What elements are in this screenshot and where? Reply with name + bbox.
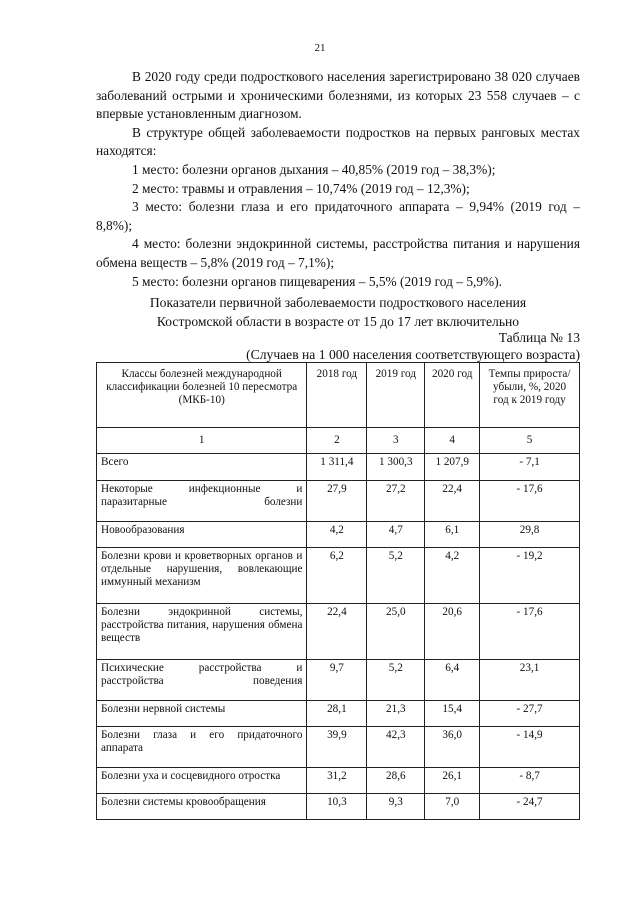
disease-class-cell: Болезни эндокринной системы, расстройства питания, нарушения обмена веществ: [97, 604, 307, 660]
value-2020-cell: 22,4: [425, 481, 480, 522]
disease-class-cell: Болезни нервной системы: [97, 701, 307, 727]
rank-2: 2 место: травмы и отравления – 10,74% (2019 год – 12,3%);: [132, 180, 470, 196]
table-caption-line-1: Показатели первичной заболеваемости подросткового населения: [149, 295, 527, 310]
value-2018-cell: 1 311,4: [307, 454, 367, 481]
body-text: [96, 68, 580, 291]
table-column-index-row: [97, 428, 580, 454]
disease-class-cell: Болезни системы кровообращения: [97, 794, 307, 820]
header-disease-class: Классы болезней международной классификации болезней 10 пересмотра (МКБ-10): [97, 363, 307, 428]
value-2018-cell: 27,9: [307, 481, 367, 522]
growth-rate-cell: - 27,7: [480, 701, 580, 727]
value-2019-cell: 5,2: [367, 660, 425, 701]
value-2020-cell: 6,4: [425, 660, 480, 701]
growth-rate-cell: - 14,9: [480, 727, 580, 768]
value-2018-cell: 31,2: [307, 768, 367, 794]
growth-rate-cell: - 8,7: [480, 768, 580, 794]
page-number: 21: [314, 42, 326, 54]
value-2018-cell: 22,4: [307, 604, 367, 660]
table-header-row: [97, 363, 580, 428]
value-2019-cell: 5,2: [367, 548, 425, 604]
value-2018-cell: 6,2: [307, 548, 367, 604]
column-index: 3: [367, 428, 425, 454]
table-row: [97, 701, 580, 727]
value-2020-cell: 26,1: [425, 768, 480, 794]
disease-class-cell: Болезни уха и сосцевидного отростка: [97, 768, 307, 794]
rank-5: 5 место: болезни органов пищеварения – 5,5% (2019 год – 5,9%).: [132, 273, 503, 289]
disease-class-cell: Новообразования: [97, 522, 307, 548]
value-2018-cell: 4,2: [307, 522, 367, 548]
column-index: 2: [307, 428, 367, 454]
column-index: 4: [425, 428, 480, 454]
table-row: [97, 794, 580, 820]
value-2018-cell: 10,3: [307, 794, 367, 820]
table-row: [97, 522, 580, 548]
value-2020-cell: 6,1: [425, 522, 480, 548]
growth-rate-cell: - 7,1: [480, 454, 580, 481]
value-2020-cell: 15,4: [425, 701, 480, 727]
disease-class-cell: Некоторые инфекционные и паразитарные болезни: [97, 481, 307, 522]
growth-rate-cell: - 24,7: [480, 794, 580, 820]
table-caption-line-2: Костромской области в возрасте от 15 до 17 лет включительно: [156, 313, 520, 329]
table-unit-note: (Случаев на 1 000 населения соответствующего возраста): [246, 347, 580, 362]
disease-class-cell: Болезни глаза и его придаточного аппарата: [97, 727, 307, 768]
table-caption: [96, 294, 580, 331]
table-row: [97, 481, 580, 522]
value-2018-cell: 39,9: [307, 727, 367, 768]
disease-class-cell: Болезни крови и кроветворных органов и отдельные нарушения, вовлекающие иммунный механизм: [97, 548, 307, 604]
value-2019-cell: 25,0: [367, 604, 425, 660]
table-number: Таблица № 13: [498, 330, 580, 345]
disease-class-cell: Психические расстройства и расстройства поведения: [97, 660, 307, 701]
table-row: [97, 548, 580, 604]
value-2018-cell: 9,7: [307, 660, 367, 701]
growth-rate-cell: - 17,6: [480, 604, 580, 660]
header-2018: 2018 год: [307, 363, 367, 428]
value-2020-cell: 1 207,9: [425, 454, 480, 481]
paragraph-summary: В 2020 году среди подросткового населения зарегистрировано 38 020 случаев заболеваний острыми и хроническими болезнями, из которых 23 558 случаев – с впервые установленным диагнозом.: [96, 69, 580, 122]
rank-1: 1 место: болезни органов дыхания – 40,85% (2019 год – 38,3%);: [132, 161, 496, 177]
value-2020-cell: 4,2: [425, 548, 480, 604]
rank-3: 3 место: болезни глаза и его придаточного аппарата – 9,94% (2019 год – 8,8%);: [96, 199, 580, 233]
table-row: [97, 660, 580, 701]
paragraph-structure-intro: В структуре общей заболеваемости подростков на первых ранговых местах находятся:: [96, 124, 580, 159]
table-row: [97, 454, 580, 481]
value-2020-cell: 36,0: [425, 727, 480, 768]
rank-4: 4 место: болезни эндокринной системы, расстройства питания и нарушения обмена веществ – 5,8% (2019 год – 7,1%);: [96, 236, 580, 270]
value-2019-cell: 9,3: [367, 794, 425, 820]
growth-rate-cell: 23,1: [480, 660, 580, 701]
growth-rate-cell: 29,8: [480, 522, 580, 548]
growth-rate-cell: - 17,6: [480, 481, 580, 522]
value-2019-cell: 27,2: [367, 481, 425, 522]
disease-class-cell: Всего: [97, 454, 307, 481]
table-row: [97, 768, 580, 794]
header-2019: 2019 год: [367, 363, 425, 428]
column-index: 1: [97, 428, 307, 454]
header-growth-rate: Темпы прироста/убыли, %, 2020 год к 2019 году: [480, 363, 580, 428]
growth-rate-cell: - 19,2: [480, 548, 580, 604]
value-2019-cell: 42,3: [367, 727, 425, 768]
table-row: [97, 727, 580, 768]
value-2020-cell: 7,0: [425, 794, 480, 820]
table-row: [97, 604, 580, 660]
value-2019-cell: 28,6: [367, 768, 425, 794]
column-index: 5: [480, 428, 580, 454]
value-2019-cell: 21,3: [367, 701, 425, 727]
morbidity-table: [96, 362, 580, 820]
value-2020-cell: 20,6: [425, 604, 480, 660]
header-2020: 2020 год: [425, 363, 480, 428]
value-2019-cell: 1 300,3: [367, 454, 425, 481]
value-2018-cell: 28,1: [307, 701, 367, 727]
value-2019-cell: 4,7: [367, 522, 425, 548]
